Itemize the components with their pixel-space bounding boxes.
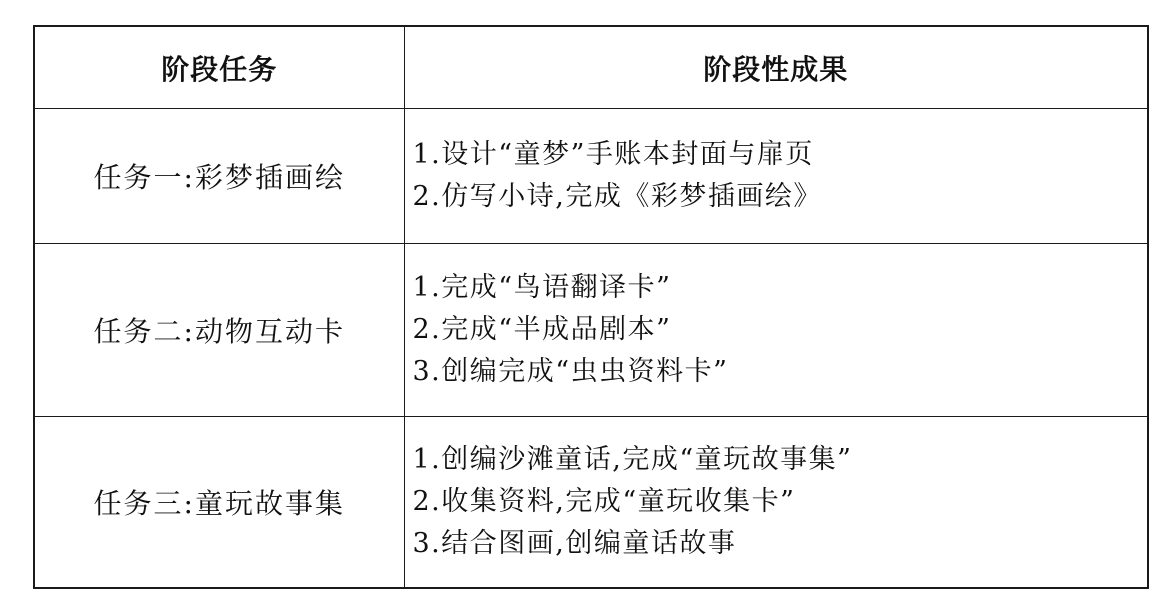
result-cell — [404, 109, 1148, 244]
header-stage-result: 阶段性成果 — [404, 26, 1148, 109]
stage-table — [33, 25, 1149, 589]
stage-table-container — [33, 25, 1147, 586]
result-line: 1.创编沙滩童话,完成“童玩故事集” — [412, 444, 853, 475]
result-line: 2.完成“半成品剧本” — [412, 314, 672, 345]
result-line: 2.仿写小诗,完成《彩梦插画绘》 — [412, 181, 822, 212]
result-cell — [404, 417, 1148, 589]
table-header-row — [34, 26, 1148, 109]
header-stage-task: 阶段任务 — [34, 26, 404, 109]
table-row — [34, 417, 1148, 589]
result-line: 1.设计“童梦”手账本封面与扉页 — [412, 139, 814, 170]
result-line: 2.收集资料,完成“童玩收集卡” — [412, 486, 796, 517]
result-cell — [404, 244, 1148, 417]
result-line: 1.完成“鸟语翻译卡” — [412, 272, 672, 303]
table-row — [34, 109, 1148, 244]
task-cell: 任务三:童玩故事集 — [34, 417, 404, 589]
table-row — [34, 244, 1148, 417]
task-cell: 任务二:动物互动卡 — [34, 244, 404, 417]
task-cell: 任务一:彩梦插画绘 — [34, 109, 404, 244]
result-line: 3.结合图画,创编童话故事 — [412, 528, 737, 559]
result-line: 3.创编完成“虫虫资料卡” — [412, 356, 729, 387]
